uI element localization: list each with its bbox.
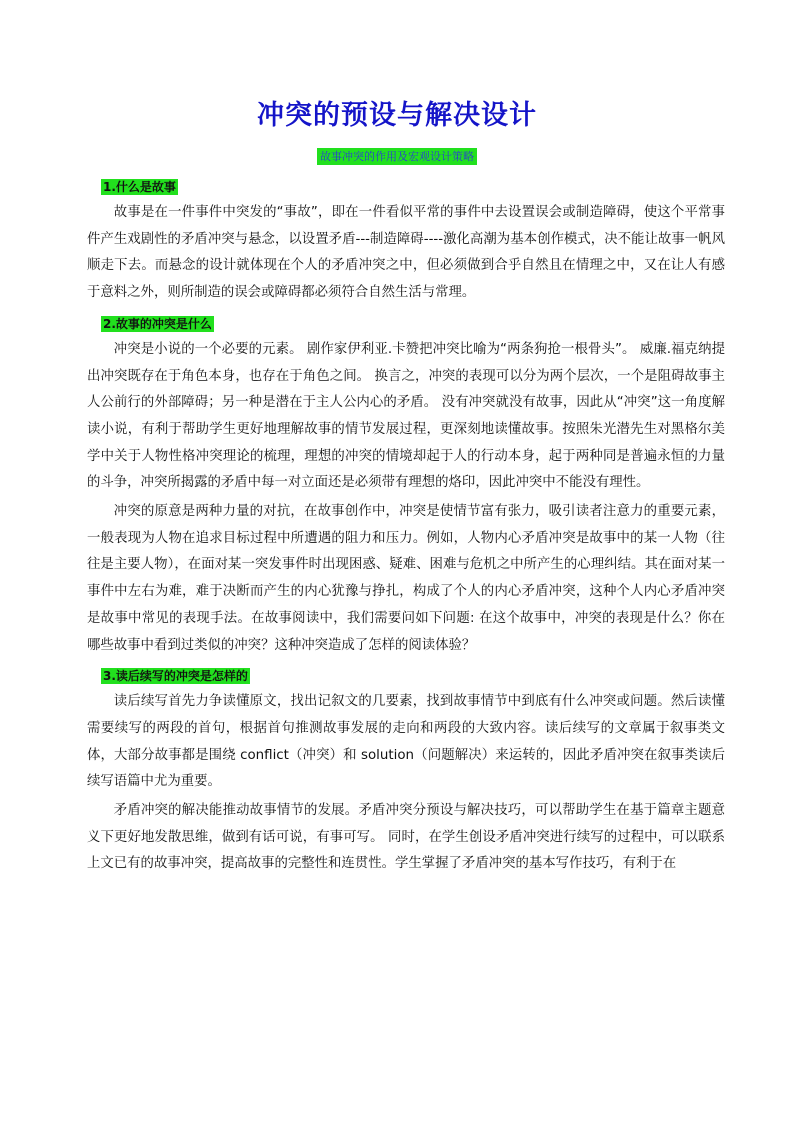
section-3-paragraph-1: 读后续写首先力争读懂原文，找出记叙文的几要素，找到故事情节中到底有什么冲突或问题。然后读懂需要续写的两段的首句，根据首句推测故事发展的走向和两段的大致内容。读后续写的文章属于叙事类文体，大部分故事都是围绕 conflict（冲突）和 solution（问题解决）来运转的，因此矛盾冲突在叙事类读后续写语篇中尤为重要。	[87, 694, 725, 790]
page-title: 冲突的预设与解决设计	[257, 100, 537, 131]
section-heading-2	[101, 312, 725, 334]
section-2-paragraph-2: 冲突的原意是两种力量的对抗，在故事创作中，冲突是使情节富有张力，吸引读者注意力的重要元素，一般表现为人物在追求目标过程中所遭遇的阻力和压力。例如，人物内心矛盾冲突是故事中的某一人物（往往是主要人物），在面对某一突发事件时出现困惑、疑难、困难与危机之中所产生的心理纠结。其在面对某一事件中左右为难，难于决断而产生的内心犹豫与挣扎，构成了个人的内心矛盾冲突，这种个人内心矛盾冲突是故事中常见的表现手法。在故事阅读中，我们需要问如下问题: 在这个故事中，冲突的表现是什么？你在哪些故事中看到过类似的冲突？这种冲突造成了怎样的阅读体验？	[87, 504, 725, 653]
section-heading-1	[101, 175, 725, 197]
section-heading-3-label: 3.读后续写的冲突是怎样的	[103, 669, 248, 684]
document-body	[87, 170, 725, 880]
page-subtitle: 故事冲突的作用及宏观设计策略	[317, 148, 477, 165]
subtitle-container	[0, 145, 794, 165]
section-heading-3	[101, 664, 725, 686]
section-3-paragraph-2: 矛盾冲突的解决能推动故事情节的发展。矛盾冲突分预设与解决技巧，可以帮助学生在基于篇章主题意义下更好地发散思维，做到有话可说，有事可写。 同时，在学生创设矛盾冲突进行续写的过程中，可以联系上文已有的故事冲突，提高故事的完整性和连贯性。学生掌握了矛盾冲突的基本写作技巧，有利于在	[87, 803, 725, 872]
section-heading-1-label: 1.什么是故事	[103, 180, 176, 194]
section-1-paragraph-1: 故事是在一件事件中突发的“事故”，即在一件看似平常的事件中去设置误会或制造障碍，使这个平常事件产生戏剧性的矛盾冲突与悬念，以设置矛盾---制造障碍----激化高潮为基本创作模式，决不能让故事一帆风顺走下去。而悬念的设计就体现在个人的矛盾冲突之中，但必须做到合乎自然且在情理之中，又在让人有感于意料之外，则所制造的误会或障碍都必须符合自然生活与常理。	[87, 205, 725, 301]
section-2-paragraph-1: 冲突是小说的一个必要的元素。 剧作家伊利亚.卡赞把冲突比喻为“两条狗抢一根骨头”。 威廉.福克纳提出冲突既存在于角色本身，也存在于角色之间。 换言之，冲突的表现可以分为两个层次，一个是阻碍故事主人公前行的外部障碍；另一种是潜在于主人公内心的矛盾。 没有冲突就没有故事，因此从“冲突”这一角度解读小说，有利于帮助学生更好地理解故事的情节发展过程，更深刻地读懂故事。按照朱光潜先生对黑格尔美学中关于人物性格冲突理论的梳理，理想的冲突的情境却起于人的行动本身，起于两种同是普遍永恒的力量的斗争，冲突所揭露的矛盾中每一对立面还是必须带有理想的烙印，因此冲突中不能没有理性。	[87, 341, 725, 491]
section-heading-2-label: 2.故事的冲突是什么	[103, 316, 212, 331]
